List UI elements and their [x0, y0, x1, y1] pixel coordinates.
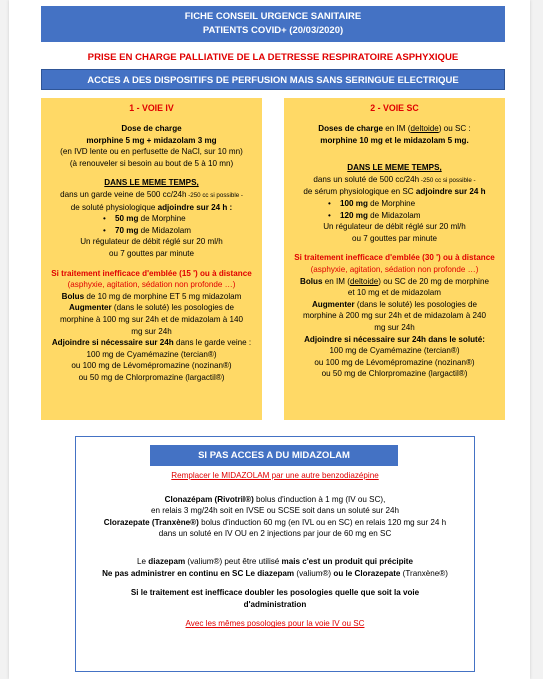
bolus-line: Bolus de 10 mg de morphine ET 5 mg midazolam: [61, 291, 242, 301]
replace-line: Remplacer le MIDAZOLAM par une autre benzodiazépine: [171, 471, 379, 480]
dose-label: Dose de charge: [121, 124, 182, 133]
bullet-item: • 100 mg de Morphine: [328, 198, 416, 208]
adj-line: ou 100 mg de Lévomépromazine (nozinan®): [71, 361, 232, 371]
clorazepate-line: Clorazepate (Tranxène®) bolus d'induction 60 mg (en IVL ou en SC) en relais 120 mg sur 24 h: [103, 517, 447, 527]
solute-line: dans un soluté de 500 cc/24h -250 cc si possible -: [313, 174, 476, 184]
box-header: SI PAS ACCES A DU MIDAZOLAM: [150, 445, 398, 466]
column-voie-iv: [41, 98, 262, 420]
document-page: [9, 0, 530, 679]
adj-line: 100 mg de Cyamémazine (tercian®): [329, 346, 460, 356]
dose-line: (à renouveler si besoin au bout de 5 à 10 mn): [69, 158, 234, 168]
aug-line: morphine à 200 mg sur 24h et de midazolam à 240: [302, 311, 487, 321]
header-line-1: FICHE CONSEIL URGENCE SANITAIRE: [184, 11, 362, 22]
ineff-sub: (asphyxie, agitation, sédation non profonde …): [67, 280, 236, 290]
aug-line: Augmenter (dans le soluté) les posologies de: [68, 303, 235, 313]
adj-line: Adjoindre si nécessaire sur 24h dans le garde veine :: [51, 338, 252, 348]
si-traitement-line: Si le traitement est inefficace doubler les posologies quelle que soit la voie: [130, 588, 420, 598]
adj-line: Adjoindre si nécessaire sur 24h dans le soluté:: [304, 334, 485, 344]
si-traitement-line: d'administration: [243, 599, 307, 609]
sub-header: ACCES A DES DISPOSITIFS DE PERFUSION MAIS SANS SERINGUE ELECTRIQUE: [41, 69, 505, 90]
dose-value: morphine 10 mg et le midazolam 5 mg.: [320, 135, 469, 145]
aug-line: mg sur 24h: [131, 326, 172, 336]
ineff-title: Si traitement inefficace d'emblée (30 ') ou à distance: [294, 253, 495, 263]
adj-line: ou 100 mg de Lévomépromazine (nozinan®): [314, 357, 475, 367]
regul-line: Un régulateur de débit réglé sur 20 ml/h: [323, 222, 466, 232]
column-voie-sc: [284, 98, 505, 420]
ineff-sub: (asphyxie, agitation, sédation non profonde …): [310, 264, 479, 274]
bullet-icon: •: [328, 210, 331, 220]
aug-line: mg sur 24h: [374, 322, 415, 332]
adj-line: 100 mg de Cyamémazine (tercian®): [86, 349, 217, 359]
aug-line: morphine à 100 mg sur 24h et de midazolam à 140: [59, 314, 244, 324]
bullet-item: • 50 mg de Morphine: [103, 214, 186, 224]
ne-pas-line: Ne pas administrer en continu en SC Le diazepam (valium®) ou le Clorazepate (Tranxène®): [102, 568, 448, 578]
ineff-title: Si traitement inefficace d'emblée (15 ') ou à distance: [51, 268, 252, 278]
garde-line: de soluté physiologique adjoindre sur 24 h :: [70, 202, 233, 212]
dose-value: morphine 5 mg + midazolam 3 mg: [86, 135, 217, 145]
adj-line: ou 50 mg de Chlorpromazine (largactil®): [78, 372, 225, 382]
red-title: PRISE EN CHARGE PALLIATIVE DE LA DETRESSE RESPIRATOIRE ASPHYXIQUE: [87, 52, 459, 63]
meme-temps: DANS LE MEME TEMPS,: [104, 178, 199, 188]
header-line-2: PATIENTS COVID+ (20/03/2020): [202, 25, 344, 36]
bolus-line: et 10 mg et de midazolam: [347, 288, 442, 298]
bullet-item: • 70 mg de Midazolam: [103, 225, 192, 235]
bullet-item: • 120 mg de Midazolam: [328, 210, 421, 220]
regul-line: ou 7 gouttes par minute: [108, 248, 195, 258]
dose-line: Doses de charge en IM (deltoide) ou SC :: [318, 124, 471, 133]
clonazepam-line: en relais 3 mg/24h soit en IVSE ou SCSE soit dans un soluté sur 24h: [151, 506, 399, 516]
regul-line: Un régulateur de débit réglé sur 20 ml/h: [80, 237, 223, 247]
bullet-icon: •: [103, 214, 106, 224]
meme-temps: DANS LE MEME TEMPS,: [347, 163, 442, 173]
document-header: [41, 6, 505, 42]
solute-line: de sérum physiologique en SC adjoindre sur 24 h: [303, 187, 486, 197]
regul-line: ou 7 gouttes par minute: [351, 233, 438, 243]
aug-line: Augmenter (dans le soluté) les posologies de: [311, 299, 478, 309]
bullet-icon: •: [328, 198, 331, 208]
bullet-icon: •: [103, 225, 106, 235]
column-title: 1 - VOIE IV: [129, 103, 174, 113]
dose-line: (en IVD lente ou en perfusette de NaCl, sur 10 mn): [60, 147, 243, 157]
garde-line: dans un garde veine de 500 cc/24h -250 cc si possible -: [60, 189, 243, 199]
bolus-line: Bolus en IM (deltoide) ou SC de 20 mg de morphine: [300, 276, 489, 286]
adj-line: ou 50 mg de Chlorpromazine (largactil®): [321, 369, 468, 379]
diazepam-line: Le diazepam (valium®) peut être utilisé mais c'est un produit qui précipite: [137, 556, 413, 566]
midazolam-alternative-box: [75, 436, 475, 672]
clorazepate-line: dans un soluté en IV OU en 2 injections par jour de 60 mg en SC: [158, 529, 392, 539]
column-title: 2 - VOIE SC: [370, 103, 419, 113]
clonazepam-line: Clonazépam (Rivotril®) bolus d'induction à 1 mg (IV ou SC),: [164, 494, 386, 504]
avec-line: Avec les mêmes posologies pour la voie IV ou SC: [185, 619, 365, 629]
